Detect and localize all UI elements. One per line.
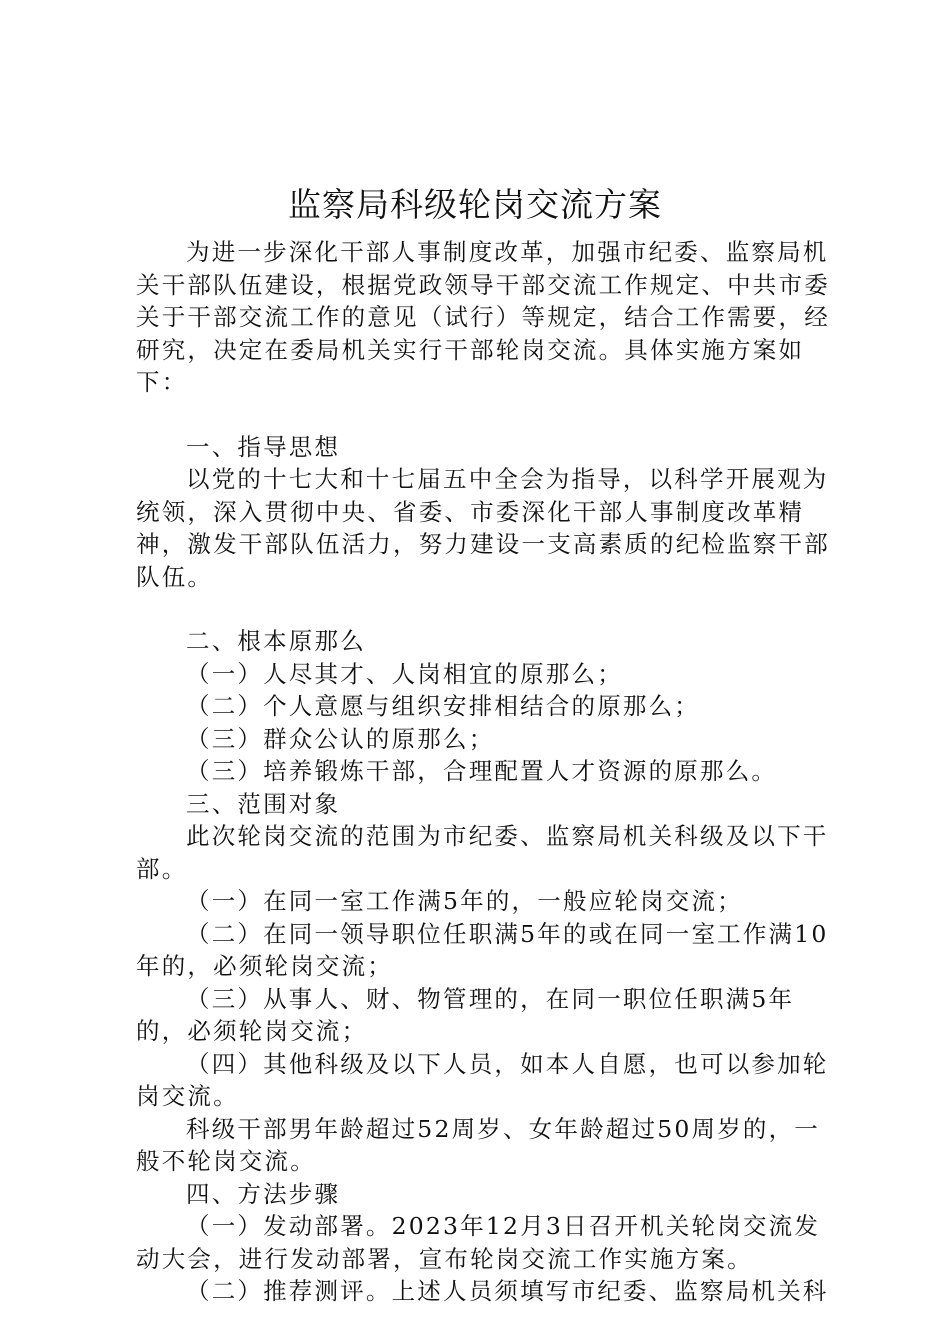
section-heading-steps: 四、方法步骤 [186, 1179, 341, 1208]
step-item: （二）推荐测评。上述人员须填写市纪委、监察局机关科 [186, 1277, 829, 1305]
document-body [136, 236, 836, 1308]
paragraph-gap [136, 593, 836, 625]
principle-item: （一）人尽其才、人岗相宜的原那么； [186, 659, 623, 688]
scope-paragraph: 此次轮岗交流的范围为市纪委、监察局机关科级及以下干部。 [136, 822, 829, 883]
scope-item: （四）其他科级及以下人员，如本人自愿，也可以参加轮岗交流。 [136, 1049, 829, 1110]
scope-item: （三）从事人、财、物管理的，在同一职位任职满5年的，必须轮岗交流； [136, 984, 795, 1045]
principle-item: （三）群众公认的原那么； [186, 724, 495, 753]
guiding-thought-paragraph: 以党的十七大和十七届五中全会为指导，以科学开展观为统领，深入贯彻中央、省委、市委深化干部人事制度改革精神，激发干部队伍活力，努力建设一支高素质的纪检监察干部队伍。 [136, 465, 830, 591]
paragraph-gap [136, 399, 836, 431]
intro-paragraph: 为进一步深化干部人事制度改革，加强市纪委、监察局机关干部队伍建设，根据党政领导干部交流工作规定、中共市委关于干部交流工作的意见（试行）等规定，结合工作需要，经研究，决定在委局机关实行干部轮岗交流。具体实施方案如下： [136, 238, 830, 396]
step-item: （一）发动部署。2023年12月3日召开机关轮岗交流发动大会，进行发动部署，宣布轮岗交流工作实施方案。 [136, 1212, 821, 1273]
principle-item: （三）培养锻炼干部，合理配置人才资源的原那么。 [186, 757, 778, 785]
scope-item: （一）在同一室工作满5年的，一般应轮岗交流； [186, 887, 743, 915]
age-exemption-note: 科级干部男年龄超过52周岁、女年龄超过50周岁的，一般不轮岗交流。 [136, 1114, 821, 1175]
document-title: 监察局科级轮岗交流方案 [288, 185, 662, 224]
section-heading-guiding-thought: 一、指导思想 [186, 432, 341, 461]
section-heading-basic-principles: 二、根本原那么 [186, 627, 366, 655]
scope-item: （二）在同一领导职位任职满5年的或在同一室工作满10年的，必须轮岗交流； [136, 919, 829, 980]
section-heading-scope: 三、范围对象 [186, 789, 341, 818]
principle-item: （二）个人意愿与组织安排相结合的原那么； [186, 692, 700, 720]
